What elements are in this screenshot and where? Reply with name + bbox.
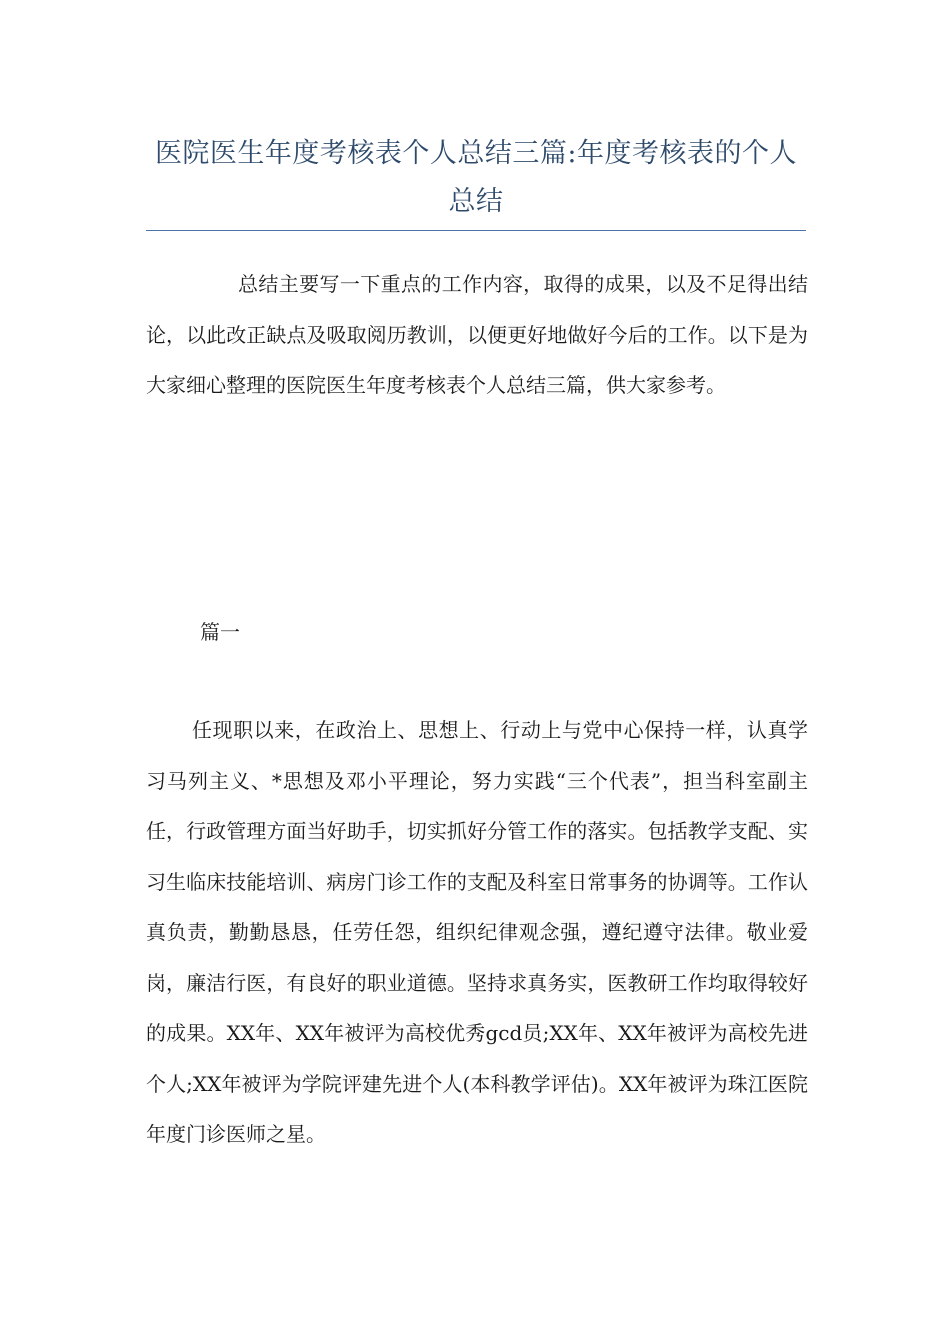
intro-paragraph: 总结主要写一下重点的工作内容，取得的成果，以及不足得出结论，以此改正缺点及吸取阅历教训，以便更好地做好今后的工作。以下是为大家细心整理的医院医生年度考核表个人总结三篇，供大家参考。 xyxy=(146,272,808,397)
section-heading-1: 篇一 xyxy=(200,620,240,644)
section-body-1: 任现职以来，在政治上、思想上、行动上与党中心保持一样，认真学习马列主义、*思想及邓小平理论，努力实践“三个代表”，担当科室副主任，行政管理方面当好助手，切实抓好分管工作的落实。包括教学支配、实习生临床技能培训、病房门诊工作的支配及科室日常事务的协调等。工作认真负责，勤勤恳恳，任劳任怨，组织纪律观念强，遵纪遵守法律。敬业爱岗，廉洁行医，有良好的职业道德。坚持求真务实，医教研工作均取得较好的成果。XX年、XX年被评为高校优秀gcd员;XX年、XX年被评为高校先进个人;XX年被评为学院评建先进个人(本科教学评估)。XX年被评为珠江医院年度门诊医师之星。 xyxy=(146,718,808,1146)
document-title: 医院医生年度考核表个人总结三篇:年度考核表的个人总结 xyxy=(154,138,798,217)
title-underline xyxy=(146,230,806,231)
